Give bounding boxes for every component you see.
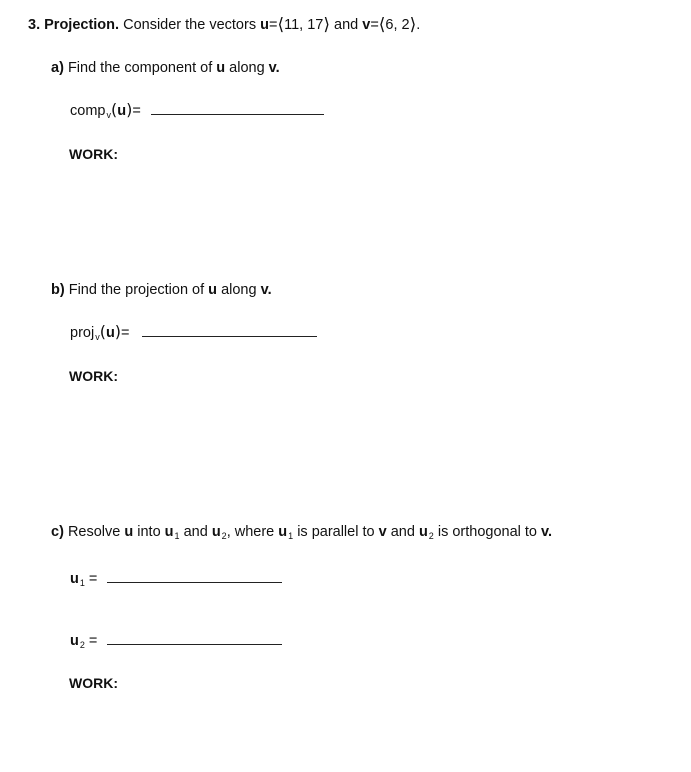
u2-answer-blank[interactable] (107, 632, 282, 645)
part-c-v1: v (378, 524, 387, 540)
vector-v-value: 6, 2 (385, 17, 410, 33)
part-c-and2: and (390, 524, 415, 540)
proj-subscript: v (95, 332, 100, 342)
part-c-u2-subscript: 2 (221, 531, 227, 541)
part-a-work-label: WORK: (69, 146, 118, 162)
left-angle-bracket: ⟨ (277, 15, 285, 35)
comp-answer-blank[interactable] (151, 102, 324, 115)
part-a-text: Find the component of (67, 60, 213, 76)
part-c-resolve: Resolve (67, 524, 121, 540)
part-b-label: b) (51, 282, 65, 298)
part-a-formula (70, 100, 324, 120)
equals-sign: = (88, 571, 98, 587)
part-c-question (51, 524, 552, 541)
part-c-u1b-subscript: 1 (288, 531, 294, 541)
part-c-into: into (137, 524, 161, 540)
part-b-v: v. (260, 282, 272, 298)
part-b-along: along (221, 282, 257, 298)
problem-header (28, 15, 420, 35)
part-c-v2: v. (541, 524, 553, 540)
part-b-formula (70, 322, 317, 342)
comp-subscript: v (106, 110, 111, 120)
comp-function: comp (70, 103, 106, 119)
part-a-u: u (216, 60, 226, 76)
part-a-along: along (229, 60, 265, 76)
part-b-work-label: WORK: (69, 368, 118, 384)
part-c-orthogonal: is orthogonal to (437, 524, 537, 540)
problem-intro: Consider the vectors (123, 17, 257, 33)
part-c-parallel: is parallel to (297, 524, 375, 540)
problem-number: 3. (28, 17, 41, 33)
part-c-and: and (183, 524, 208, 540)
part-b-question (51, 282, 272, 298)
part-c-u2: u (211, 524, 221, 540)
vector-v-name: v (362, 17, 371, 33)
equals-sign: = (121, 325, 130, 341)
u1-line-subscript: 1 (79, 578, 85, 588)
equals-sign: = (88, 633, 98, 649)
part-a-v: v. (268, 60, 280, 76)
equals-sign: = (268, 17, 278, 33)
part-c-u1-subscript: 1 (174, 531, 180, 541)
part-c-where: , where (226, 524, 275, 540)
proj-argument: u (105, 325, 115, 341)
part-c-work-label: WORK: (69, 675, 118, 691)
left-paren: ( (99, 322, 106, 341)
part-b-u: u (208, 282, 218, 298)
part-c-u1b: u (278, 524, 288, 540)
part-c-u: u (124, 524, 134, 540)
proj-answer-blank[interactable] (142, 324, 317, 337)
comp-argument: u (117, 103, 127, 119)
period: . (416, 17, 421, 33)
left-angle-bracket: ⟨ (378, 15, 386, 35)
u1-answer-blank[interactable] (107, 570, 282, 583)
problem-title: Projection. (44, 17, 120, 33)
equals-sign: = (132, 103, 141, 119)
proj-function: proj (70, 325, 95, 341)
part-c-u2-line (70, 632, 282, 650)
u1-name: u (70, 571, 79, 587)
and-word: and (334, 17, 359, 33)
part-a-label: a) (51, 60, 64, 76)
vector-u-name: u (260, 17, 269, 33)
part-c-u1-line (70, 570, 282, 588)
u2-name: u (70, 633, 79, 649)
right-paren: ) (114, 322, 122, 341)
part-b-text: Find the projection of (68, 282, 205, 298)
left-paren: ( (110, 100, 118, 119)
right-paren: ) (126, 100, 133, 119)
part-c-u1: u (164, 524, 174, 540)
vector-u-value: 11, 17 (284, 17, 324, 33)
right-angle-bracket: ⟩ (323, 15, 330, 35)
equals-sign: = (370, 17, 379, 33)
u2-line-subscript: 2 (79, 640, 85, 650)
right-angle-bracket: ⟩ (409, 15, 417, 35)
part-c-u2b: u (418, 524, 428, 540)
part-c-u2b-subscript: 2 (428, 531, 434, 541)
part-a-question (51, 60, 280, 76)
part-c-label: c) (51, 524, 64, 540)
